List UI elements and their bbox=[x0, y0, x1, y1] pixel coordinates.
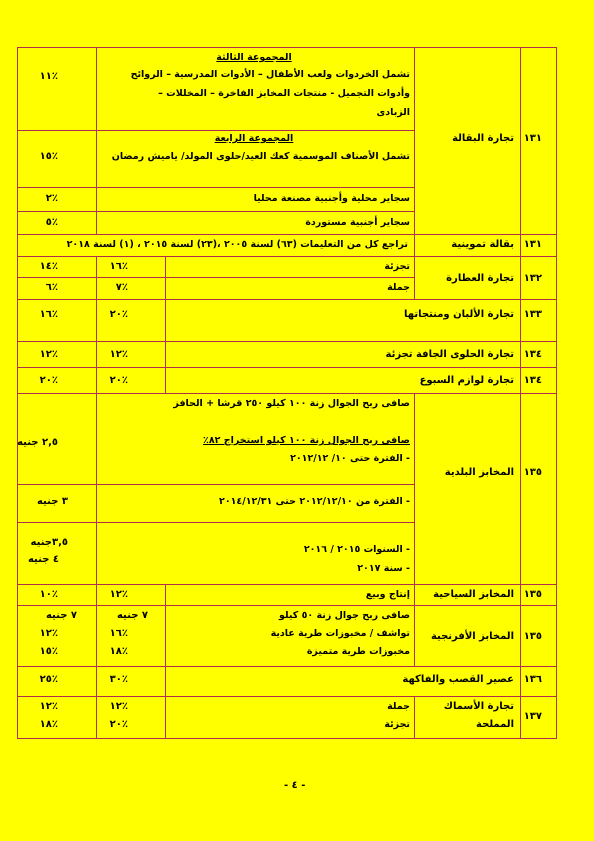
row-number: ١٣٣ bbox=[523, 309, 542, 320]
baladi-line: - سنة ٢٠١٧ bbox=[357, 563, 410, 574]
european-pct-a: ٪١٦ bbox=[109, 628, 128, 639]
group3-title: المجموعة الثالثة bbox=[216, 52, 292, 63]
cig-local-label: سجاير محلية وأجنبية مصنعة محليا bbox=[253, 193, 410, 204]
cell-137-text bbox=[165, 696, 415, 739]
cell-136-a bbox=[96, 666, 166, 697]
row-name: تجارة الأسماك bbox=[443, 701, 514, 712]
row-name: المخابز البلدية bbox=[444, 467, 514, 478]
baladi-line: صافى ربح الجوال زنة ١٠٠ كيلو استخراج ٨٢٪ bbox=[203, 435, 410, 446]
row-number: ١٣٥ bbox=[523, 467, 542, 478]
baladi-line: - الفترة من ٢٠١٢/١٢/١٠ حتى ٢٠١٤/١٢/٣١ bbox=[219, 496, 410, 507]
row-number: ١٣٤ bbox=[523, 349, 542, 360]
row-name: عصير القصب والفاكهة bbox=[402, 674, 514, 685]
european-pct-b: ٧ جنيه bbox=[45, 610, 77, 621]
cig-imported-label: سجاير أجنبية مستوردة bbox=[305, 217, 410, 228]
baladi-pct: ٣,٥جنيه bbox=[30, 537, 68, 548]
pct-b: ٪٢٠ bbox=[39, 375, 58, 386]
cell-no-135a bbox=[520, 393, 557, 585]
baladi-pct: ٤ جنيه bbox=[27, 554, 59, 565]
pct-b: ٪٢٥ bbox=[39, 674, 58, 685]
row-name: المخابز السياحية bbox=[433, 589, 514, 600]
retail-pct-b: ٪١٤ bbox=[39, 261, 58, 272]
baladi-pct: ٣ جنيه bbox=[36, 496, 68, 507]
wholesale-label: جملة bbox=[387, 701, 410, 712]
row-number: ١٣٢ bbox=[523, 273, 542, 284]
group3-pct: ٪١١ bbox=[39, 71, 58, 82]
wholesale-pct-b: ٪١٢ bbox=[39, 701, 58, 712]
retail-label: تجزئة bbox=[384, 261, 410, 272]
retail-label: تجزئة bbox=[384, 719, 410, 730]
pct-b: ٪١٢ bbox=[39, 349, 58, 360]
cell-name-133 bbox=[165, 299, 521, 342]
row-number: ١٣٥ bbox=[523, 589, 542, 600]
pct-a: ٪١٢ bbox=[109, 589, 128, 600]
cell-134b-a bbox=[96, 367, 166, 394]
retail-pct-a: ٪٢٠ bbox=[109, 719, 128, 730]
european-pct-a: ٧ جنيه bbox=[116, 610, 148, 621]
row-number: ١٣٥ bbox=[523, 631, 542, 642]
row-name: تجارة البقالة bbox=[452, 133, 514, 144]
wholesale-label: جملة bbox=[387, 282, 410, 293]
pct-a: ٪٢٠ bbox=[109, 375, 128, 386]
pct-b: ٪١٦ bbox=[39, 309, 58, 320]
cell-132-wholesale-text bbox=[165, 277, 415, 300]
retail-pct-a: ٪١٦ bbox=[109, 261, 128, 272]
row-number: ١٣٦ bbox=[523, 674, 542, 685]
european-pct-b: ٪١٥ bbox=[39, 646, 58, 657]
pct-a: ٪٣٠ bbox=[109, 674, 128, 685]
european-pct-b: ٪١٢ bbox=[39, 628, 58, 639]
baladi-pct: ٢,٥ جنيه bbox=[17, 437, 58, 448]
row-number: ١٣١ bbox=[523, 133, 542, 144]
cell-name-135a bbox=[414, 393, 521, 585]
cell-133-a bbox=[96, 299, 166, 342]
cell-132-retail-text bbox=[165, 256, 415, 278]
european-line: صافى ربح جوال زنة ٥٠ كيلو bbox=[279, 610, 410, 621]
cell-135b-a bbox=[96, 584, 166, 606]
row-number: ١٣١ bbox=[523, 239, 542, 250]
pct-a: ٪٢٠ bbox=[109, 309, 128, 320]
cell-no-133 bbox=[520, 299, 557, 342]
baladi-line: - الفترة حتى ١٠/ ٢٠١٢/١٢ bbox=[290, 453, 410, 464]
row-name: المملحة bbox=[476, 719, 514, 730]
row-name: تجارة لوازم السبوع bbox=[419, 375, 514, 386]
wholesale-pct-a: ٪٧ bbox=[115, 282, 128, 293]
wholesale-pct-b: ٪٦ bbox=[45, 282, 58, 293]
row-name: المخابز الأفرنجية bbox=[430, 631, 514, 642]
cell-132-wholesale-a bbox=[96, 277, 166, 300]
row-number: ١٣٤ bbox=[523, 375, 542, 386]
row-name: بقالة تموينية bbox=[451, 239, 514, 250]
cig-local-pct: ٪٢ bbox=[45, 193, 58, 204]
group4-line: تشمل الأصناف الموسمية كعك العيد/حلوى المولد/ ياميش رمضان bbox=[111, 151, 410, 162]
group3-line: وأدوات التجميل - منتجات المخابز الفاخرة – المخللات – bbox=[158, 88, 410, 99]
page-number: - ٤ - bbox=[284, 780, 306, 791]
group3-line: تشمل الخردوات ولعب الأطفال – الأدوات المدرسية – الروائح bbox=[130, 69, 410, 80]
row-number: ١٣٧ bbox=[523, 711, 542, 722]
row-name: تجارة الحلوى الجافة تجزئة bbox=[385, 349, 514, 360]
baladi-line: صافى ربح الجوال زنة ١٠٠ كيلو ٢٥٠ قرشا + الحافز bbox=[173, 398, 410, 409]
retail-pct-b: ٪١٨ bbox=[39, 719, 58, 730]
row-name: تجارة العطارة bbox=[446, 273, 514, 284]
cell-132-retail-a bbox=[96, 256, 166, 278]
cig-imported-pct: ٪٥ bbox=[45, 217, 58, 228]
pct-a: ٪١٢ bbox=[109, 349, 128, 360]
row-name: تجارة الألبان ومنتجاتها bbox=[404, 309, 514, 320]
cell-134a-a bbox=[96, 341, 166, 368]
european-pct-a: ٪١٨ bbox=[109, 646, 128, 657]
european-line: مخبوزات طرية متميزة bbox=[306, 646, 410, 657]
cell-133-b bbox=[17, 299, 97, 342]
european-line: تواشف / مخبوزات طرية عادية bbox=[270, 628, 410, 639]
tourist-desc: إنتاج وبيع bbox=[365, 589, 410, 600]
group4-title: المجموعة الرابعة bbox=[214, 133, 294, 144]
group4-pct: ٪١٥ bbox=[39, 151, 58, 162]
ration-note: تراجع كل من التعليمات (٦٣) لسنة ٢٠٠٥ ،(٢٣) لسنة ٢٠١٥ ، (١) لسنة ٢٠١٨ bbox=[66, 239, 408, 250]
wholesale-pct-a: ٪١٢ bbox=[109, 701, 128, 712]
cell-group3-pct bbox=[17, 47, 97, 131]
cell-137-a bbox=[96, 696, 166, 739]
group3-line: الزبادى bbox=[376, 107, 410, 118]
pct-b: ٪١٠ bbox=[39, 589, 58, 600]
baladi-line: - السنوات ٢٠١٥ / ٢٠١٦ bbox=[303, 544, 410, 555]
